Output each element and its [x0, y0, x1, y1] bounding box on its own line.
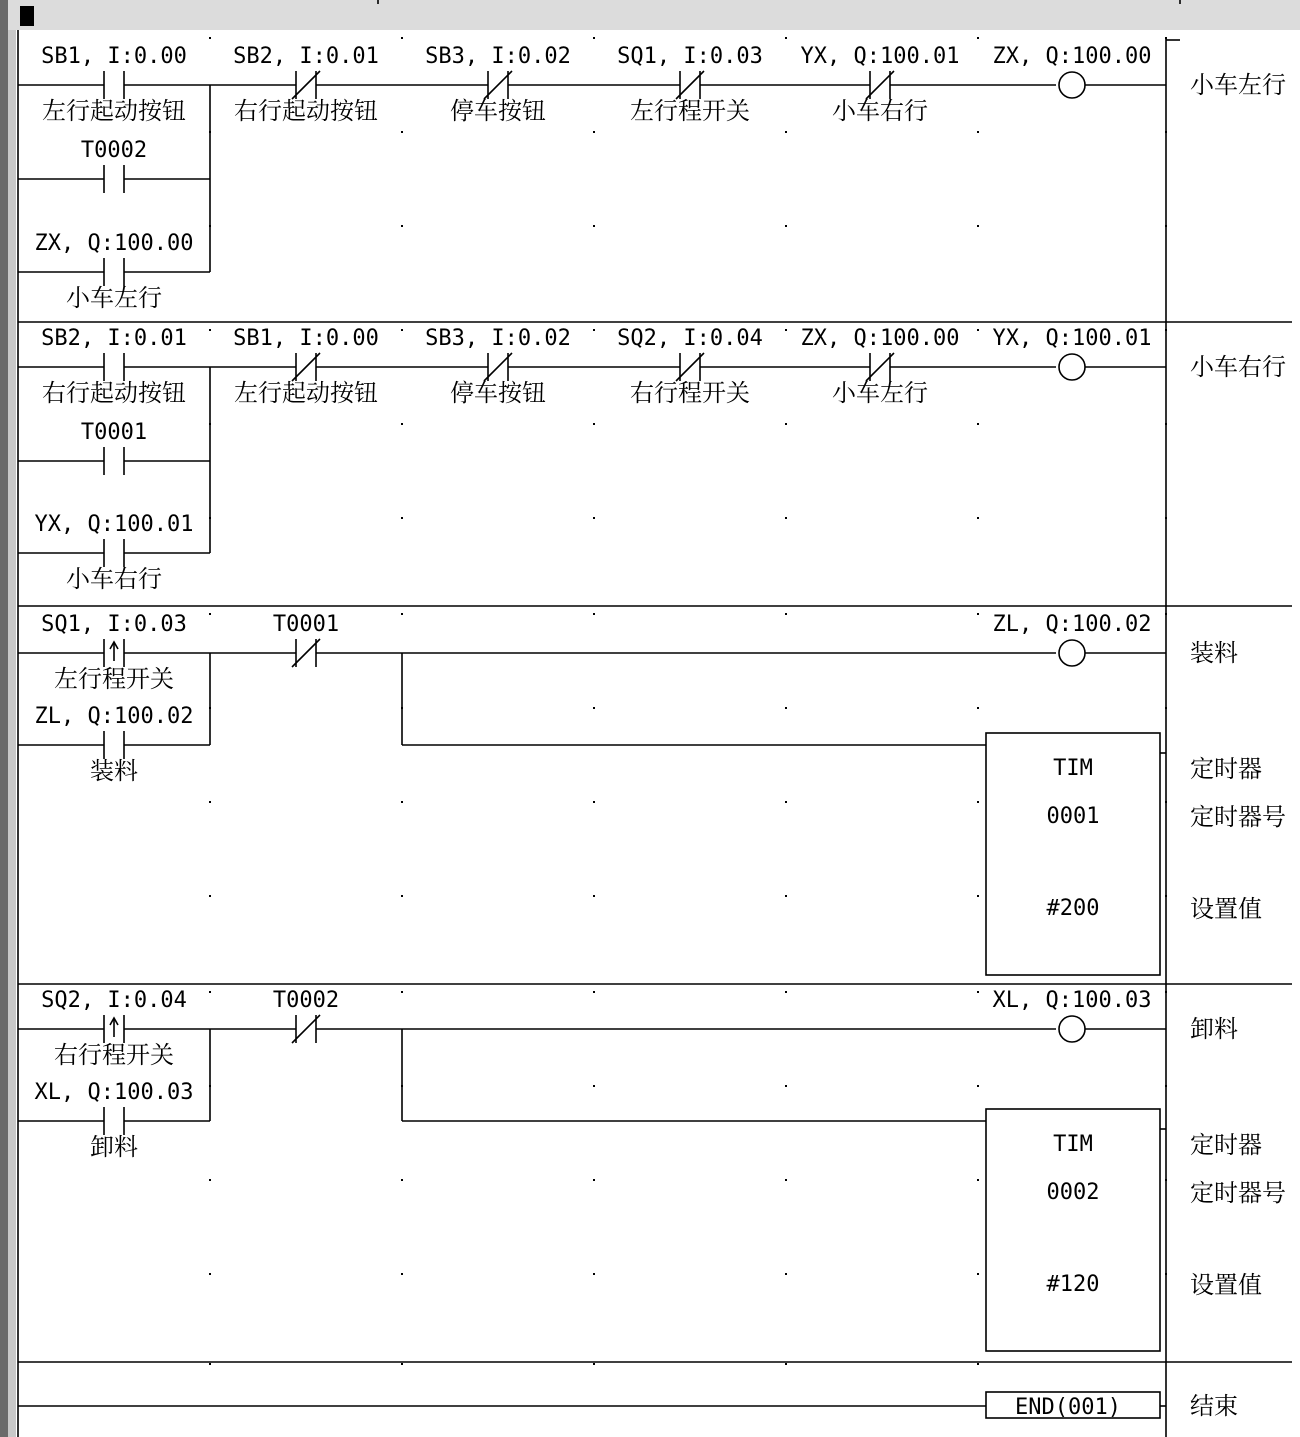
contact-operand: YX, Q:100.01: [800, 44, 960, 69]
grid-dot: [209, 895, 211, 897]
contact-nc[interactable]: [676, 71, 704, 99]
grid-dot: [785, 423, 787, 425]
timer-label: 定时器: [1190, 1131, 1262, 1159]
grid-dot: [785, 1363, 787, 1365]
branch-operand: ZX, Q:100.00: [34, 231, 194, 256]
contact-no[interactable]: [104, 731, 124, 759]
branch-comment: 小车右行: [66, 565, 162, 593]
contact-no[interactable]: [104, 71, 124, 99]
grid-dot: [977, 1085, 979, 1087]
grid-dot: [785, 37, 787, 39]
contact-comment: 左行程开关: [630, 97, 750, 125]
grid-dot: [401, 1363, 403, 1365]
contact-no[interactable]: [104, 539, 124, 567]
grid-dot: [977, 329, 979, 331]
contact-operand: SB3, I:0.02: [425, 44, 571, 69]
contact-comment: 停车按钮: [450, 97, 546, 125]
grid-dot: [977, 1273, 979, 1275]
grid-dot: [785, 225, 787, 227]
grid-dot: [401, 423, 403, 425]
grid-dot: [593, 801, 595, 803]
grid-dot: [785, 329, 787, 331]
grid-dot: [977, 225, 979, 227]
grid-dot: [401, 517, 403, 519]
contact-comment: 右行程开关: [630, 379, 750, 407]
grid-dot: [209, 613, 211, 615]
grid-dot: [593, 131, 595, 133]
contact-operand: ZX, Q:100.00: [800, 326, 960, 351]
grid-dot: [209, 1273, 211, 1275]
cursor-marker[interactable]: [20, 6, 34, 26]
contact-comment: 右行起动按钮: [42, 379, 186, 407]
output-coil[interactable]: [1059, 1016, 1085, 1042]
rung-comment: 卸料: [1190, 1015, 1238, 1043]
coil-operand: XL, Q:100.03: [992, 988, 1152, 1013]
branch-comment: 卸料: [90, 1133, 138, 1161]
contact-operand: SB1, I:0.00: [233, 326, 379, 351]
grid-dot: [785, 1179, 787, 1181]
grid-dot: [785, 613, 787, 615]
grid-dot: [977, 131, 979, 133]
grid-dot: [593, 1085, 595, 1087]
branch-operand: T0001: [80, 420, 148, 445]
timer-number: 0001: [1046, 804, 1100, 829]
grid-dot: [785, 131, 787, 133]
grid-dot: [401, 329, 403, 331]
grid-dot: [785, 707, 787, 709]
coil-operand: ZL, Q:100.02: [992, 612, 1152, 637]
grid-dot: [401, 991, 403, 993]
grid-dot: [593, 895, 595, 897]
contact-operand: SQ2, I:0.04: [617, 326, 763, 351]
grid-dot: [401, 131, 403, 133]
grid-dot: [209, 991, 211, 993]
contact-comment: 小车左行: [832, 379, 928, 407]
grid-dot: [977, 517, 979, 519]
contact-rising[interactable]: [104, 639, 124, 667]
contact-operand: SQ1, I:0.03: [617, 44, 763, 69]
grid-dot: [593, 329, 595, 331]
contact-comment: 右行程开关: [54, 1041, 174, 1069]
grid-dot: [785, 801, 787, 803]
output-coil[interactable]: [1059, 640, 1085, 666]
branch-operand: YX, Q:100.01: [34, 512, 194, 537]
contact-operand: SB2, I:0.01: [233, 44, 379, 69]
grid-dot: [977, 1363, 979, 1365]
timer-number: 0002: [1046, 1180, 1100, 1205]
contact-comment: 左行起动按钮: [234, 379, 378, 407]
grid-dot: [401, 37, 403, 39]
grid-dot: [785, 991, 787, 993]
grid-dot: [209, 37, 211, 39]
branch-comment: 装料: [90, 757, 138, 785]
contact-operand: SB2, I:0.01: [41, 326, 187, 351]
grid-dot: [977, 895, 979, 897]
contact-nc[interactable]: [292, 71, 320, 99]
grid-dot: [401, 1179, 403, 1181]
grid-dot: [209, 801, 211, 803]
grid-dot: [401, 1273, 403, 1275]
grid-dot: [977, 801, 979, 803]
timer-label: 定时器号: [1190, 803, 1286, 831]
contact-rising[interactable]: [104, 1015, 124, 1043]
grid-dot: [209, 1363, 211, 1365]
contact-comment: 停车按钮: [450, 379, 546, 407]
rung-comment: 小车右行: [1190, 353, 1286, 381]
grid-dot: [401, 801, 403, 803]
grid-dot: [977, 991, 979, 993]
left-scroll-gutter[interactable]: [0, 0, 8, 1437]
grid-dot: [785, 1273, 787, 1275]
contact-comment: 左行起动按钮: [42, 97, 186, 125]
grid-dot: [593, 423, 595, 425]
contact-operand: SQ2, I:0.04: [41, 988, 187, 1013]
output-coil[interactable]: [1059, 72, 1085, 98]
contact-nc[interactable]: [676, 353, 704, 381]
grid-dot: [785, 517, 787, 519]
ladder-elements: [35, 44, 1286, 1420]
contact-nc[interactable]: [292, 1015, 320, 1043]
grid-dot: [593, 517, 595, 519]
grid-dot: [593, 613, 595, 615]
contact-nc[interactable]: [484, 71, 512, 99]
grid-dot: [209, 1179, 211, 1181]
grid-dot: [977, 37, 979, 39]
timer-name: TIM: [1053, 756, 1093, 781]
rung-comment: 小车左行: [1190, 71, 1286, 99]
timer-label: 设置值: [1190, 1271, 1262, 1299]
contact-operand: SB3, I:0.02: [425, 326, 571, 351]
contact-no[interactable]: [104, 1107, 124, 1135]
contact-no[interactable]: [104, 353, 124, 381]
end-label: END(001): [1015, 1395, 1121, 1420]
grid-dot: [593, 1363, 595, 1365]
rung-comment: 装料: [1190, 639, 1238, 667]
grid-dot: [593, 991, 595, 993]
contact-comment: 左行程开关: [54, 665, 174, 693]
branch-comment: 小车左行: [66, 284, 162, 312]
coil-operand: ZX, Q:100.00: [992, 44, 1152, 69]
contact-no[interactable]: [104, 165, 124, 193]
timer-name: TIM: [1053, 1132, 1093, 1157]
grid-dot: [785, 895, 787, 897]
grid-dot: [401, 613, 403, 615]
grid-dot: [785, 1085, 787, 1087]
grid-dot: [593, 37, 595, 39]
coil-operand: YX, Q:100.01: [992, 326, 1152, 351]
timer-label: 定时器号: [1190, 1179, 1286, 1207]
contact-no[interactable]: [104, 258, 124, 286]
contact-nc[interactable]: [866, 353, 894, 381]
timer-setting: #120: [1046, 1272, 1100, 1297]
grid-dot: [593, 225, 595, 227]
grid-dot: [209, 329, 211, 331]
grid-dot: [401, 895, 403, 897]
contact-comment: 右行起动按钮: [234, 97, 378, 125]
end-comment: 结束: [1190, 1392, 1238, 1420]
grid-dot: [977, 423, 979, 425]
timer-setting: #200: [1046, 896, 1100, 921]
grid-dot: [977, 707, 979, 709]
grid-dot: [401, 225, 403, 227]
contact-nc[interactable]: [292, 639, 320, 667]
contact-nc[interactable]: [292, 353, 320, 381]
contact-nc[interactable]: [484, 353, 512, 381]
contact-operand: T0002: [272, 988, 340, 1013]
branch-operand: T0002: [80, 138, 148, 163]
timer-label: 定时器: [1190, 755, 1262, 783]
output-coil[interactable]: [1059, 354, 1085, 380]
grid-dot: [977, 1179, 979, 1181]
branch-operand: XL, Q:100.03: [34, 1080, 194, 1105]
contact-nc[interactable]: [866, 71, 894, 99]
contact-comment: 小车右行: [832, 97, 928, 125]
branch-operand: ZL, Q:100.02: [34, 704, 194, 729]
contact-operand: SB1, I:0.00: [41, 44, 187, 69]
contact-operand: SQ1, I:0.03: [41, 612, 187, 637]
contact-operand: T0001: [272, 612, 340, 637]
grid-dot: [593, 1273, 595, 1275]
top-strip: [0, 0, 1300, 30]
grid-dot: [593, 1179, 595, 1181]
contact-no[interactable]: [104, 447, 124, 475]
grid-dot: [593, 707, 595, 709]
timer-label: 设置值: [1190, 895, 1262, 923]
grid-dot: [977, 613, 979, 615]
